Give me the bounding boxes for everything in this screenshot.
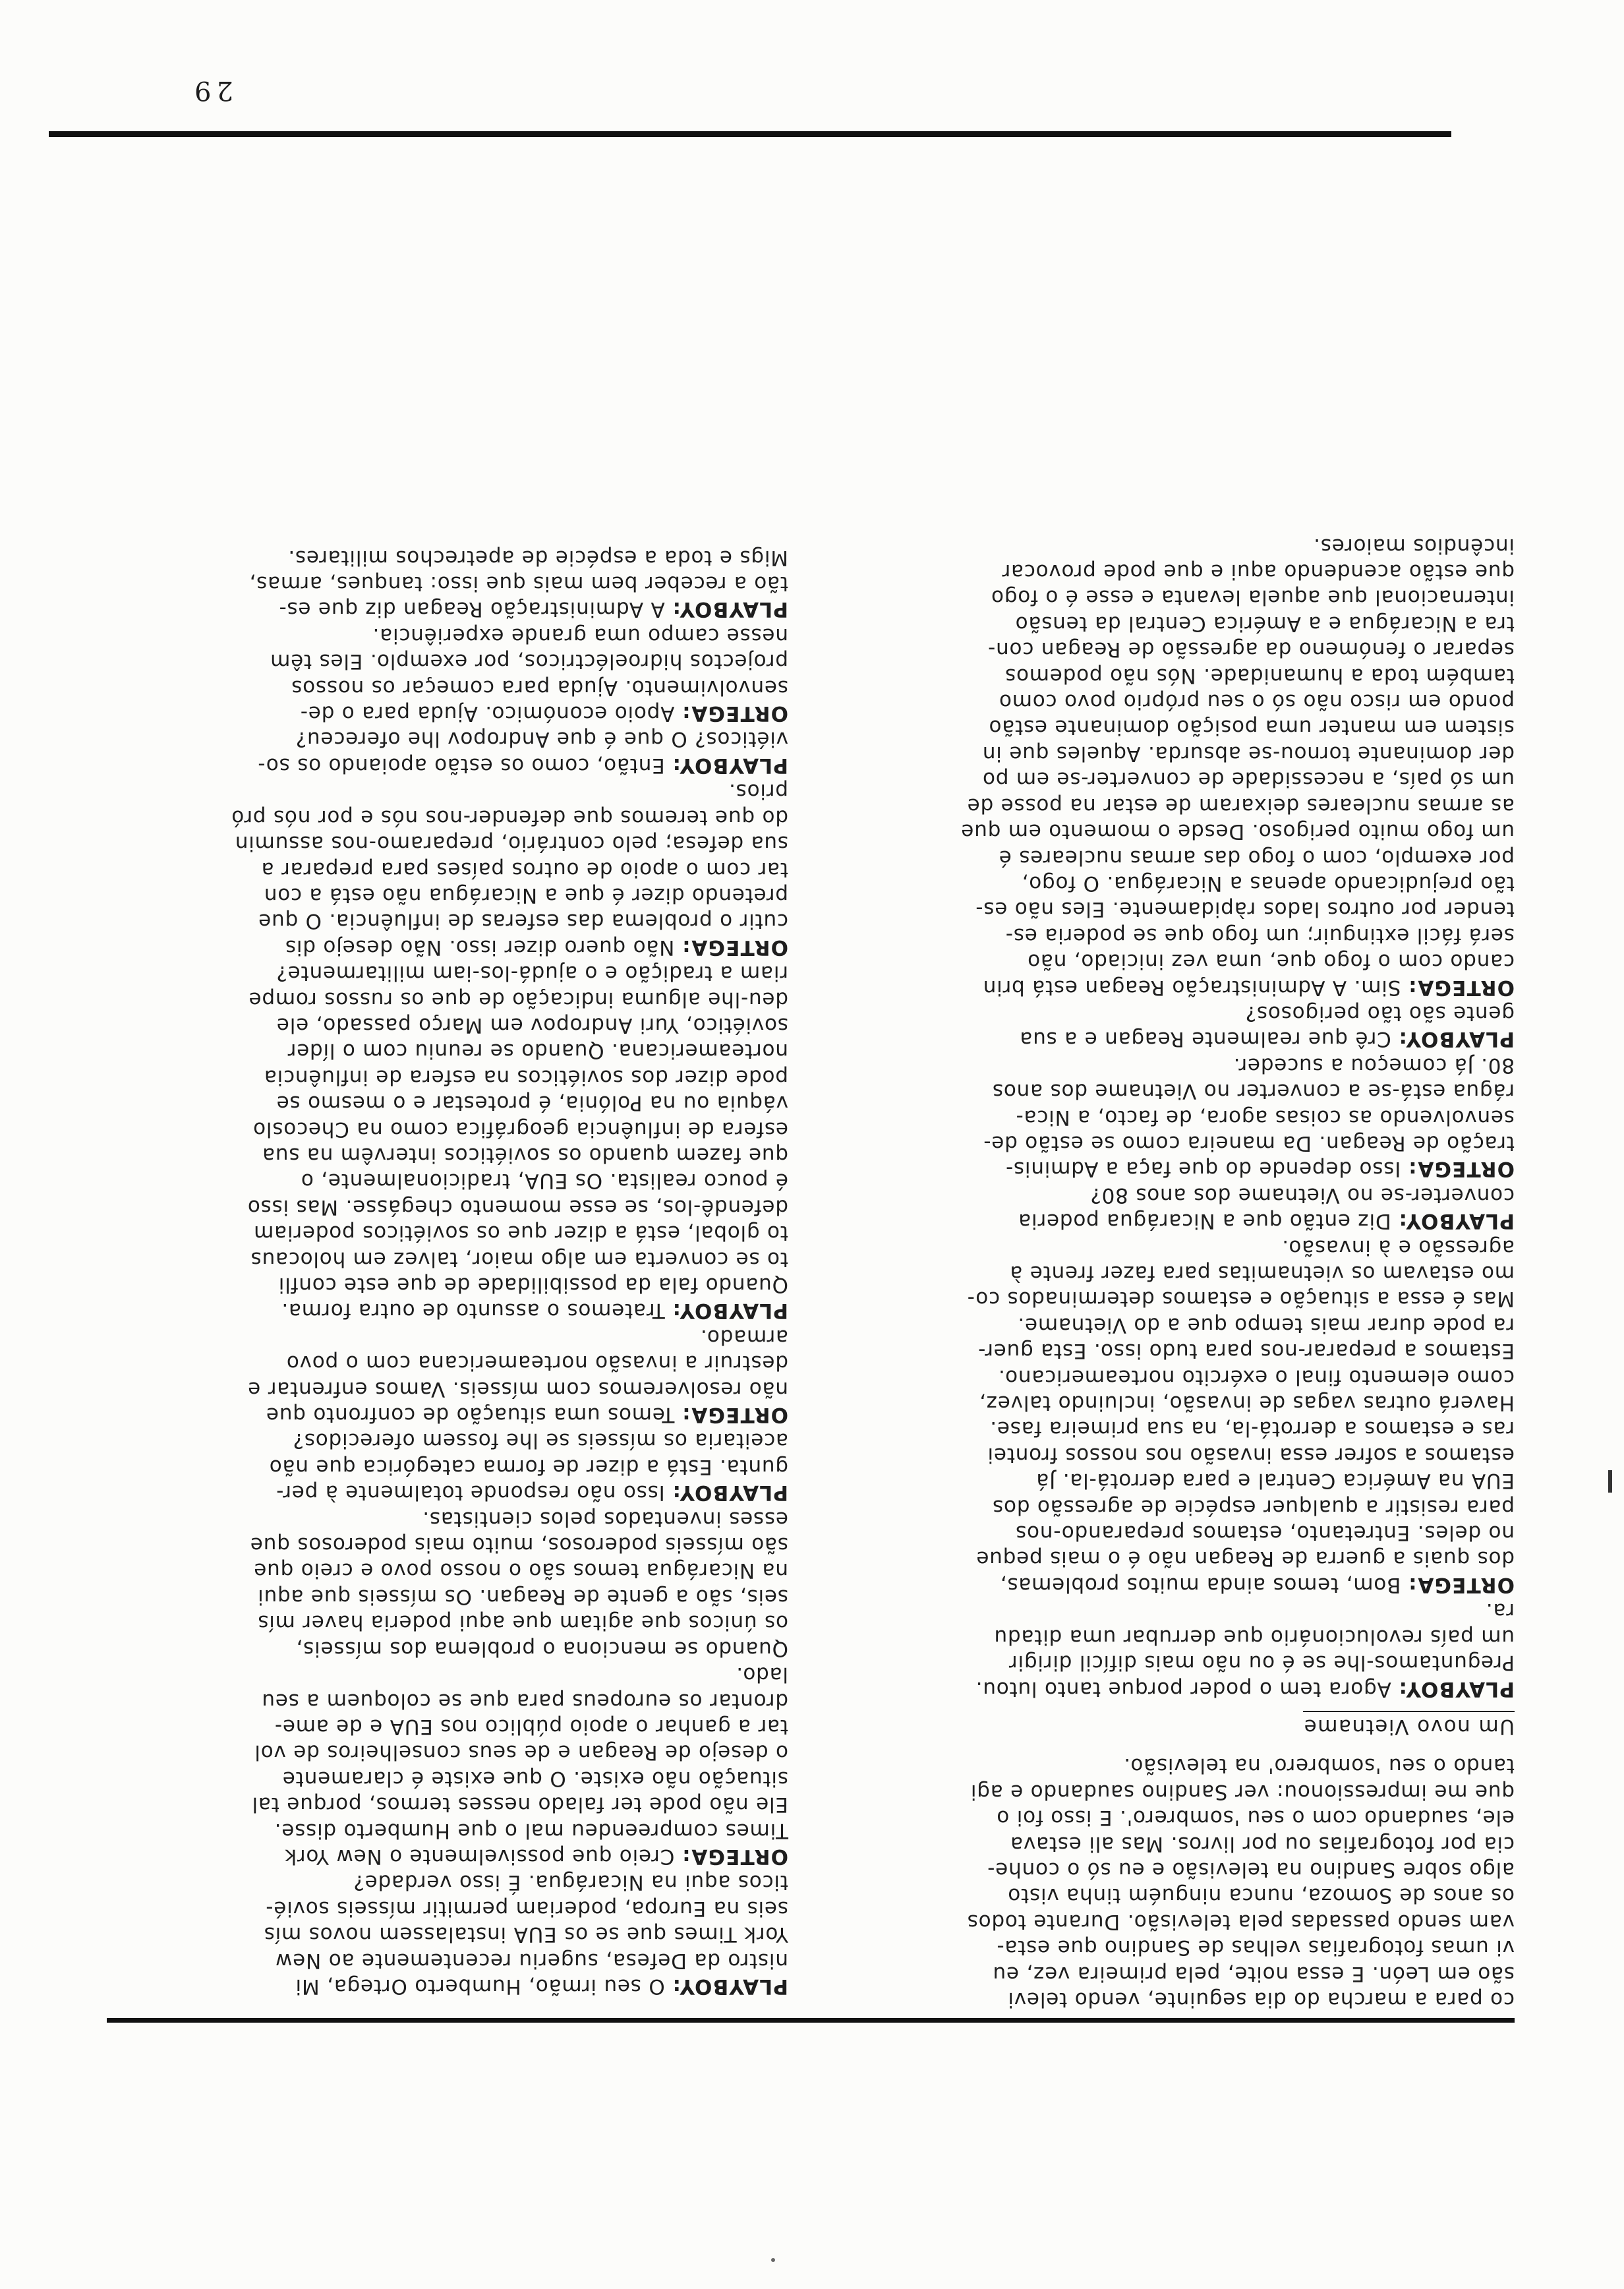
text-line: destruir a invasão norteamericana com o povo — [286, 1351, 788, 1375]
speaker-label: PLAYBOY: — [672, 1975, 788, 1998]
text-line: Quando se menciona o problema dos mísseis, — [295, 1636, 788, 1661]
text-line: aceitaria os mísseis se lhe fossem oferecidos? — [292, 1429, 788, 1453]
text-line: são mísseis poderosos, muito mais poderosos que — [250, 1533, 788, 1557]
speaker-label: ORTEGA: — [1408, 1572, 1515, 1597]
text-line: dos quais a guerra de Reagan não é o mais peque — [975, 1547, 1515, 1571]
text-line: co para a marcha do dia seguinte, vendo televi — [1007, 1988, 1515, 2011]
text-line: ORTEGA: Bom, temos ainda muitos problemas, — [1000, 1572, 1515, 1597]
text-line: Ele não pode ter falado nesses termos, porque tal — [251, 1793, 788, 1817]
text-line: esfera de influência geográfica como na Checoslo — [252, 1117, 788, 1141]
text-line: Quando fala da possibilidade de que este confli — [277, 1273, 788, 1297]
text-line: não resolveremos com mísseis. Vamos enfrentar e — [247, 1377, 788, 1401]
text-line: tando o seu 'sombrero' na televisão. — [1123, 1754, 1515, 1778]
speaker-label: PLAYBOY: — [1398, 1027, 1515, 1052]
text-line: vi umas fotografias velhas de Sandino que esta- — [996, 1936, 1515, 1960]
text-line: sua defesa; pelo contrário, preparamo-nos assumin — [235, 831, 788, 856]
text-line: ORTEGA: Apoio económico. Ajuda para o de- — [299, 701, 788, 726]
text-line: cando com o fogo que, uma vez iniciado, não — [1027, 949, 1515, 974]
speaker-label: ORTEGA: — [1408, 975, 1515, 999]
text-line: estamos a sofrer essa invasão nos nossos frontei — [987, 1442, 1515, 1467]
text-line: PLAYBOY: Tratemos o assunto de outra forma. — [281, 1299, 788, 1323]
text-line: pretendo dizer é que a Nicarágua não está a con — [263, 883, 788, 907]
text-line: cutir o problema das esferas de influência. O que — [258, 909, 788, 934]
text-line: tra a Nicarágua e a América Central da tensão — [1014, 611, 1515, 636]
text-line: tar a ganhar o apoio público nos EUA e de ame- — [274, 1714, 788, 1739]
text-line: no deles. Entretanto, estamos preparando-nos — [1015, 1521, 1515, 1545]
text-line: defendê-los, se esse momento chegásse. Mas isso — [247, 1195, 788, 1219]
text-line: que estão acendendo aqui e que pode provocar — [1001, 560, 1515, 584]
text-line: tração de Reagan. Da maneira como se estão de- — [983, 1131, 1515, 1155]
text-line: será fácil extinguir; um fogo que se poderia es- — [1005, 923, 1515, 947]
text-line: PLAYBOY: Diz então que a Nicarágua poderia — [1018, 1209, 1515, 1234]
speaker-label: PLAYBOY: — [672, 1299, 788, 1323]
scan-edge-mark — [1608, 1470, 1612, 1493]
speaker-label: PLAYBOY: — [1398, 1209, 1515, 1234]
speaker-label: ORTEGA: — [682, 1403, 788, 1427]
speaker-label: ORTEGA: — [1408, 1157, 1515, 1181]
text-line: York Times que se os EUA instalassem novos mís — [263, 1922, 788, 1947]
text-line: ORTEGA: Creio que possivelmente o New York — [284, 1844, 788, 1868]
text-line: Mas é essa a situação e estamos determinados co- — [966, 1287, 1515, 1311]
text-line: senvolvimento. Ajuda para começar os nossos — [291, 675, 788, 699]
section-heading: Um novo Vietname — [1303, 1711, 1515, 1739]
speaker-label: PLAYBOY: — [672, 1481, 788, 1505]
right-column — [125, 544, 788, 1999]
text-line: 80. Já começou a suceder. — [1232, 1053, 1515, 1077]
scan-speck — [771, 2258, 775, 2262]
text-line: separar o fenómeno da agressão de Reagan con- — [987, 638, 1515, 662]
text-line: riam a tradição e o ajudá-los-iam militarmente? — [276, 961, 788, 986]
text-line: Preguntamos-lhe se é ou não mais difícil dirigir — [1008, 1651, 1515, 1675]
text-line: ele, saudando com o seu 'sombrero'. E isso foi o — [996, 1806, 1515, 1830]
text-line: internacional que aquela levanta e esse é o fogo — [991, 585, 1515, 610]
text-line: também toda a humanidade. Nós não podemos — [1004, 663, 1515, 688]
text-line: um fogo muito perigoso. Desde o momento em que — [960, 819, 1515, 844]
text-line: tender por outros lados ràpidamente. Eles não es- — [975, 897, 1515, 922]
text-line: na Nicarágua temos são o nosso povo e creio que — [253, 1559, 788, 1583]
text-line: os únicos que agitam que aqui poderia haver mís — [257, 1611, 788, 1635]
text-line: Estamos a preparar-nos para tudo isso. Esta guer- — [977, 1339, 1515, 1363]
text-line: PLAYBOY: Então, como os estão apoiando os so- — [257, 753, 788, 777]
text-line: to se converta em algo maior, talvez em holocaus — [250, 1247, 788, 1271]
speaker-label: ORTEGA: — [682, 701, 788, 726]
text-line: ORTEGA: Não quero dizer isso. Não desejo dis — [285, 935, 788, 959]
text-line: PLAYBOY: O seu irmão, Humberto Ortega, Mi — [295, 1975, 788, 1998]
text-line: to global, está a dizer que os soviéticos poderiam — [253, 1221, 788, 1245]
text-line: que me impressionou: ver Sandino saudando e agi — [970, 1779, 1515, 1804]
page-number: 29 — [189, 75, 233, 105]
text-line: deu-lhe alguma indicação de que os russos rompe — [248, 987, 788, 1011]
text-line: cia por fotografias ou por livros. Mas ali estava — [1010, 1831, 1515, 1856]
text-line: por exemplo, com o fogo das armas nucleares é — [999, 845, 1515, 870]
text-line: tar com o apoio de outros países para preparar a — [260, 857, 788, 881]
left-column — [850, 532, 1515, 2012]
text-line: pode dizer dos soviéticos na esfera de influência — [264, 1065, 788, 1089]
speaker-label: ORTEGA: — [682, 1844, 788, 1868]
text-line: drontar os europeus para que se coloquem a seu — [261, 1688, 788, 1713]
text-line: situação não existe. O que existe é claramente — [282, 1766, 788, 1791]
text-line: um só país, a necessidade de converter-se em po — [982, 767, 1515, 792]
text-line: der dominante tornou-se absurda. Aqueles que in — [982, 741, 1515, 765]
text-line: são em León. E essa noite, pela primeira vez, eu — [992, 1961, 1515, 1986]
speaker-label: ORTEGA: — [682, 935, 788, 959]
text-line: PLAYBOY: Crê que realmente Reagan e a sua — [1019, 1027, 1515, 1052]
text-line: PLAYBOY: Isso não responde totalmente à per- — [276, 1481, 788, 1505]
top-rule — [107, 2018, 1515, 2023]
text-line: como elemento final o exército norteamericano. — [998, 1365, 1515, 1389]
text-line: algo sobre Sandino na televisão e eu só o conhe- — [987, 1857, 1515, 1882]
text-line: agressão e à invasão. — [1281, 1235, 1515, 1259]
text-line: rágua está-se a converter no Vietname dos anos — [992, 1079, 1515, 1104]
text-line: seis na Europa, poderiam permitir mísseis sovié- — [265, 1896, 788, 1920]
text-line: váquia ou na Polónia, é protestar e o mesmo se — [276, 1091, 788, 1115]
text-line: soviético, Yuri Andropov em Março passado, ele — [276, 1013, 788, 1037]
text-line: viéticos? O que é que Andropov lhe ofereceu? — [295, 727, 788, 752]
text-line: PLAYBOY: A Administração Reagan diz que es- — [278, 597, 788, 622]
text-line: o desejo de Reagan e de seus conselheiros de vol — [254, 1740, 788, 1765]
text-line: senvolvendo as coisas agora, de facto, a Nica- — [1015, 1105, 1515, 1129]
text-line: tão prejudicando apenas a Nicarágua. O fogo, — [1021, 871, 1515, 895]
text-line: os anos de Somoza, nunca ninguém tinha visto — [1007, 1884, 1515, 1908]
left-main-text — [850, 532, 1515, 1701]
bottom-rule — [49, 131, 1451, 137]
text-line: projectos hidroeléctricos, por exemplo. Eles têm — [270, 649, 788, 674]
text-line: ra. — [1486, 1599, 1515, 1623]
text-line: armado. — [700, 1324, 788, 1349]
text-line: mo estavam os vietnamitas para fazer frente à — [1009, 1261, 1515, 1286]
speaker-label: PLAYBOY: — [672, 597, 788, 622]
text-line: ORTEGA: Sim. A Administração Reagan está brin — [982, 975, 1515, 999]
text-line: tão a receber bem mais que isso: tanques, armas, — [248, 572, 788, 596]
text-line: Migs e toda a espécie de apetrechos militares. — [287, 545, 788, 570]
text-line: sistem em manter uma posição dominante estão — [988, 715, 1515, 740]
text-line: lado. — [736, 1663, 788, 1687]
text-line: incêndios maiores. — [1313, 533, 1515, 558]
speaker-label: PLAYBOY: — [672, 753, 788, 777]
text-line: um país revolucionário que derrubar uma ditadu — [993, 1624, 1515, 1649]
text-line: as armas nucleares deixaram de estar na posse de — [966, 793, 1515, 818]
text-line: Times compreendeu mal o que Humberto disse. — [274, 1818, 788, 1843]
text-line: gente são tão perigosos? — [1244, 1001, 1515, 1025]
text-line: para resistir a qualquer espécie de agressão dos — [992, 1495, 1515, 1519]
text-line: converter-se no Vietname dos anos 80? — [1089, 1183, 1515, 1207]
text-line: que fazem quando os soviéticos intervêm na sua — [262, 1143, 788, 1167]
text-line: do que teremos que defender-nos nós e por nós pró — [231, 805, 788, 829]
text-line: EUA na América Central e para derrotá-la. Já — [1035, 1469, 1515, 1493]
text-line: ra pode durar mais tempo que a do Vietname. — [1017, 1313, 1515, 1337]
text-line: prios. — [728, 779, 788, 804]
text-line: nistro da Defesa, sugeriu recentemente ao New — [275, 1948, 788, 1973]
left-intro-text — [850, 1752, 1515, 2012]
text-line: vam sendo passadas pela televisão. Durante todos — [966, 1909, 1515, 1934]
text-line: ras e estamos a derrotá-la, na sua primeira fase. — [989, 1417, 1515, 1441]
text-line: é pouco realista. Os EUA, tradicionalmente, o — [301, 1169, 788, 1193]
text-line: norteamericana. Quando se reuniu com o líder — [287, 1039, 788, 1063]
text-line: gunta. Está a dizer de forma categórica que não — [268, 1454, 788, 1479]
text-line: seis, são a gente de Reagan. Os mísseis que aqui — [257, 1584, 788, 1609]
text-line: ticos aqui na Nicarágua. É isso verdade? — [353, 1870, 788, 1895]
text-line: PLAYBOY: Agora tem o poder porque tanto lutou. — [975, 1677, 1515, 1701]
text-line: esses inventados pelos cientistas. — [422, 1506, 788, 1531]
speaker-label: PLAYBOY: — [1398, 1677, 1515, 1701]
text-line: nesse campo uma grande experiência. — [372, 623, 788, 647]
text-line: pondo em risco não só o seu próprio povo como — [999, 690, 1515, 714]
text-line: ORTEGA: Isso depende do que faça a Adminis- — [1005, 1157, 1515, 1181]
text-line: Haverá outras vagas de invasão, incluindo talvez, — [979, 1391, 1515, 1415]
text-line: ORTEGA: Temos uma situação de confronto que — [266, 1403, 788, 1427]
